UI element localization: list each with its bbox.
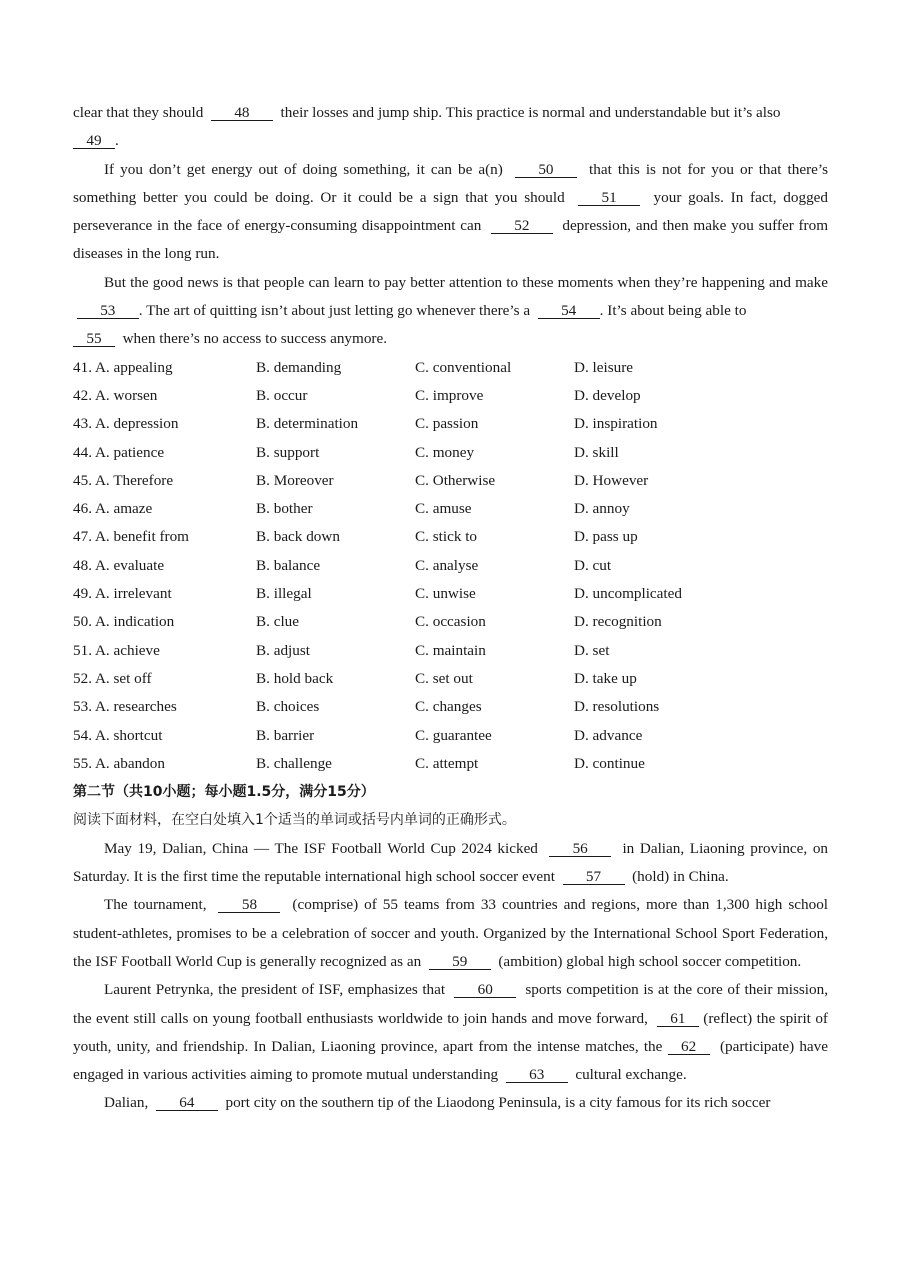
- option-a[interactable]: 41. A. appealing: [73, 358, 173, 376]
- answer-blank-48[interactable]: 48: [211, 105, 273, 121]
- option-b[interactable]: B. barrier: [256, 726, 315, 744]
- option-b[interactable]: B. balance: [256, 556, 321, 574]
- answer-blank-56[interactable]: 56: [549, 841, 611, 857]
- question-options-row: [73, 523, 828, 551]
- option-d[interactable]: D. uncomplicated: [574, 585, 682, 603]
- option-d[interactable]: D. annoy: [574, 500, 630, 518]
- option-a[interactable]: 43. A. depression: [73, 415, 179, 433]
- option-d[interactable]: D. inspiration: [574, 415, 658, 433]
- option-a[interactable]: 53. A. researches: [73, 698, 177, 716]
- section-heading: 第二节（共10小题；每小题1.5分，满分15分）: [73, 784, 375, 801]
- option-b[interactable]: B. illegal: [256, 585, 312, 603]
- option-b[interactable]: B. challenge: [256, 754, 332, 772]
- option-a[interactable]: 45. A. Therefore: [73, 471, 174, 489]
- passage-paragraph: [73, 99, 828, 156]
- question-options-row: [73, 750, 828, 778]
- answer-blank-54[interactable]: 54: [538, 303, 600, 319]
- question-options-row: [73, 382, 828, 410]
- answer-blank-58[interactable]: 58: [218, 897, 280, 913]
- text: . It’s about being able to: [599, 302, 747, 320]
- text: your goals. In fact, dogged perseverance in the face of energy-consuming disappointment can: [73, 188, 828, 235]
- option-c[interactable]: C. analyse: [415, 556, 479, 574]
- option-c[interactable]: C. amuse: [415, 500, 472, 518]
- text: May 19, Dalian, China — The ISF Football World Cup 2024 kicked: [104, 839, 538, 857]
- option-a[interactable]: 48. A. evaluate: [73, 556, 165, 574]
- exam-page: [73, 99, 828, 1118]
- option-c[interactable]: C. maintain: [415, 641, 486, 659]
- option-b[interactable]: B. determination: [256, 415, 359, 433]
- question-options-row: [73, 467, 828, 495]
- option-b[interactable]: B. bother: [256, 500, 313, 518]
- answer-blank-53[interactable]: 53: [77, 303, 139, 319]
- option-d[interactable]: D. leisure: [574, 358, 634, 376]
- option-a[interactable]: 51. A. achieve: [73, 641, 160, 659]
- option-a[interactable]: 52. A. set off: [73, 669, 152, 687]
- section-instruction: 阅读下面材料，在空白处填入1个适当的单词或括号内单词的正确形式。: [73, 812, 516, 829]
- option-b[interactable]: B. adjust: [256, 641, 311, 659]
- question-options-row: [73, 354, 828, 382]
- text: that this is not for you or that there’s something better you could be doing. Or it could be a sign that you should: [73, 160, 829, 206]
- answer-blank-62[interactable]: 62: [668, 1039, 710, 1055]
- question-options-row: [73, 693, 828, 721]
- text: (comprise) of 55 teams from 33 countries and regions, more than 1,300 high school student-athletes, promises to be a celebration of soccer and youth. Organized by the International School Sport Federation, the ISF Football World Cup is generally recognized as an: [73, 896, 829, 970]
- option-c[interactable]: C. attempt: [415, 754, 479, 772]
- text: depression, and then make you suffer from diseases in the long run.: [73, 217, 829, 263]
- option-c[interactable]: C. unwise: [415, 585, 476, 603]
- passage-paragraph: [73, 269, 828, 354]
- answer-blank-59[interactable]: 59: [429, 954, 491, 970]
- option-b[interactable]: B. support: [256, 443, 320, 461]
- option-c[interactable]: C. guarantee: [415, 726, 492, 744]
- text: cultural exchange.: [575, 1066, 687, 1084]
- options-list: [73, 354, 828, 778]
- answer-blank-61[interactable]: 61: [657, 1011, 699, 1027]
- text: port city on the southern tip of the Liaodong Peninsula, is a city famous for its rich soccer: [225, 1094, 771, 1112]
- passage-paragraph: [73, 1089, 828, 1117]
- answer-blank-60[interactable]: 60: [454, 982, 516, 998]
- option-d[interactable]: D. set: [574, 641, 610, 659]
- passage-paragraph: [73, 835, 828, 892]
- option-c[interactable]: C. stick to: [415, 528, 478, 546]
- option-d[interactable]: D. resolutions: [574, 698, 660, 716]
- option-a[interactable]: 47. A. benefit from: [73, 528, 189, 546]
- text: The tournament,: [104, 896, 207, 914]
- passage-paragraph: [73, 891, 828, 976]
- option-d[interactable]: D. continue: [574, 754, 645, 772]
- option-c[interactable]: C. conventional: [415, 358, 512, 376]
- answer-blank-55[interactable]: 55: [73, 331, 115, 347]
- option-c[interactable]: C. changes: [415, 698, 482, 716]
- option-c[interactable]: C. improve: [415, 386, 484, 404]
- answer-blank-50[interactable]: 50: [515, 162, 577, 178]
- question-options-row: [73, 495, 828, 523]
- option-a[interactable]: 46. A. amaze: [73, 500, 153, 518]
- option-b[interactable]: B. Moreover: [256, 471, 334, 489]
- question-options-row: [73, 665, 828, 693]
- text: If you don’t get energy out of doing something, it can be a(n): [104, 160, 503, 178]
- question-options-row: [73, 410, 828, 438]
- question-options-row: [73, 552, 828, 580]
- option-a[interactable]: 42. A. worsen: [73, 386, 158, 404]
- text: . The art of quitting isn’t about just letting go whenever there’s a: [138, 302, 531, 320]
- passage-paragraph: [73, 156, 828, 269]
- option-b[interactable]: B. occur: [256, 386, 308, 404]
- answer-blank-63[interactable]: 63: [506, 1067, 568, 1083]
- option-a[interactable]: 55. A. abandon: [73, 754, 165, 772]
- option-a[interactable]: 44. A. patience: [73, 443, 165, 461]
- option-d[interactable]: D. develop: [574, 386, 641, 404]
- question-options-row: [73, 637, 828, 665]
- text: But the good news is that people can learn to pay better attention to these moments when they’re happening and make: [104, 273, 828, 291]
- option-d[interactable]: D. take up: [574, 669, 637, 687]
- answer-blank-49[interactable]: 49: [73, 133, 115, 149]
- text: in Dalian, Liaoning province, on Saturday. It is the first time the reputable international high school soccer event: [73, 839, 829, 886]
- option-b[interactable]: B. choices: [256, 698, 320, 716]
- option-c[interactable]: C. set out: [415, 669, 473, 687]
- question-options-row: [73, 608, 828, 636]
- option-c[interactable]: C. Otherwise: [415, 471, 496, 489]
- option-d[interactable]: D. skill: [574, 443, 619, 461]
- text: their losses and jump ship. This practice is normal and understandable but it’s also: [280, 104, 781, 121]
- option-d[interactable]: D. However: [574, 471, 649, 489]
- option-d[interactable]: D. pass up: [574, 528, 638, 546]
- answer-blank-57[interactable]: 57: [563, 869, 625, 885]
- option-b[interactable]: B. back down: [256, 528, 340, 546]
- answer-blank-51[interactable]: 51: [578, 190, 640, 206]
- option-b[interactable]: B. clue: [256, 613, 300, 631]
- text: (ambition) global high school soccer competition.: [498, 952, 802, 970]
- option-c[interactable]: C. passion: [415, 415, 479, 433]
- option-c[interactable]: C. occasion: [415, 613, 486, 631]
- text: .: [115, 132, 119, 150]
- passage-paragraph: [73, 976, 828, 1089]
- option-c[interactable]: C. money: [415, 443, 475, 461]
- text: Dalian,: [104, 1094, 149, 1112]
- text: (participate) have engaged in various activities aiming to promote mutual understanding: [73, 1037, 829, 1084]
- question-options-row: [73, 722, 828, 750]
- option-a[interactable]: 54. A. shortcut: [73, 726, 163, 744]
- question-options-row: [73, 580, 828, 608]
- option-d[interactable]: D. cut: [574, 556, 612, 574]
- text: (reflect) the spirit of youth, unity, and friendship. In Dalian, Liaoning province, apart from the intense matches, the: [73, 1009, 828, 1055]
- text: sports competition is at the core of their mission, the event still calls on young football enthusiasts worldwide to join hands and move forward,: [73, 981, 829, 1027]
- answer-blank-64[interactable]: 64: [156, 1095, 218, 1111]
- option-b[interactable]: B. hold back: [256, 669, 334, 687]
- answer-blank-52[interactable]: 52: [491, 218, 553, 234]
- option-a[interactable]: 49. A. irrelevant: [73, 585, 172, 603]
- option-b[interactable]: B. demanding: [256, 358, 342, 376]
- text: Laurent Petrynka, the president of ISF, emphasizes that: [104, 981, 446, 999]
- text: clear that they should: [73, 104, 204, 121]
- text: (hold) in China.: [632, 868, 729, 886]
- question-options-row: [73, 439, 828, 467]
- option-a[interactable]: 50. A. indication: [73, 613, 175, 631]
- option-d[interactable]: D. advance: [574, 726, 643, 744]
- text: when there’s no access to success anymore.: [122, 330, 388, 348]
- option-d[interactable]: D. recognition: [574, 613, 662, 631]
